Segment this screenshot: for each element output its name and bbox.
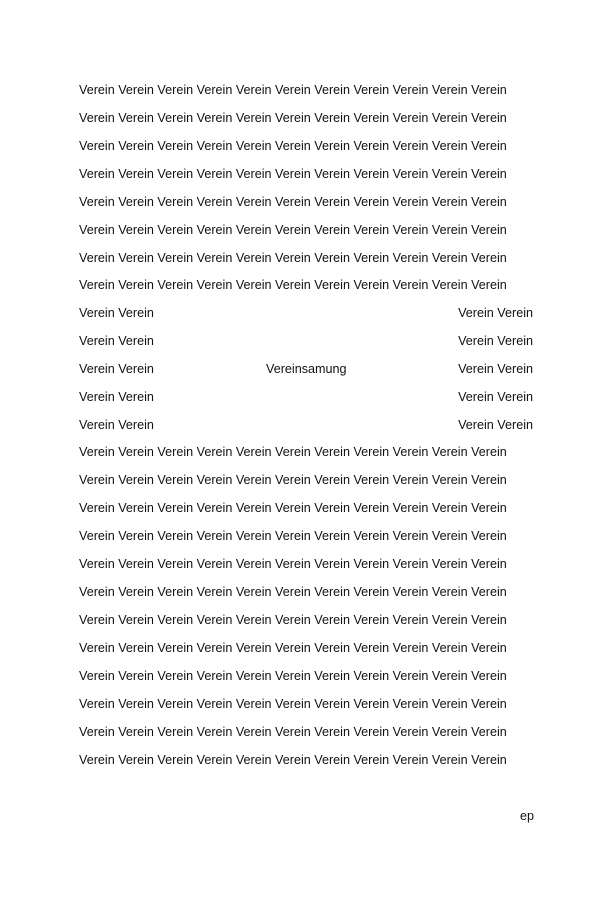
poem-line: Verein Verein Verein Verein Verein Verein Verein Verein Verein Verein Verein — [79, 529, 507, 543]
poem-line: Verein Verein Verein Verein Verein Verein Verein Verein Verein Verein Verein — [79, 278, 507, 292]
poem-line: Verein Verein Verein Verein Verein Verein Verein Verein Verein Verein Verein — [79, 613, 507, 627]
poem-line: Verein Verein Verein Verein Verein Verein Verein Verein Verein Verein Verein — [79, 139, 507, 153]
poem-line-left: Verein Verein — [79, 362, 154, 376]
poem-line: Verein Verein Verein Verein Verein Verein Verein Verein Verein Verein Verein — [79, 585, 507, 599]
poem-line-left: Verein Verein — [79, 334, 154, 348]
poem-line: Verein Verein Verein Verein Verein Verein Verein Verein Verein Verein Verein — [79, 725, 507, 739]
poem-line: Verein Verein Verein Verein Verein Verein Verein Verein Verein Verein Verein — [79, 111, 507, 125]
poem-line: Verein Verein Verein Verein Verein Verein Verein Verein Verein Verein Verein — [79, 445, 507, 459]
center-word: Vereinsamung — [266, 362, 347, 376]
poem-line-right: Verein Verein — [458, 362, 533, 376]
poem-line: Verein Verein Verein Verein Verein Verein Verein Verein Verein Verein Verein — [79, 501, 507, 515]
poem-line: Verein Verein Verein Verein Verein Verein Verein Verein Verein Verein Verein — [79, 753, 507, 767]
poem-line: Verein Verein Verein Verein Verein Verein Verein Verein Verein Verein Verein — [79, 83, 507, 97]
poem-line: Verein Verein Verein Verein Verein Verein Verein Verein Verein Verein Verein — [79, 473, 507, 487]
poem-line: Verein Verein Verein Verein Verein Verein Verein Verein Verein Verein Verein — [79, 251, 507, 265]
poem-line: Verein Verein Verein Verein Verein Verein Verein Verein Verein Verein Verein — [79, 223, 507, 237]
poem-line: Verein Verein Verein Verein Verein Verein Verein Verein Verein Verein Verein — [79, 641, 507, 655]
poem-line-right: Verein Verein — [458, 390, 533, 404]
poem-line-left: Verein Verein — [79, 306, 154, 320]
poem-line: Verein Verein Verein Verein Verein Verein Verein Verein Verein Verein Verein — [79, 167, 507, 181]
poem-line-right: Verein Verein — [458, 306, 533, 320]
poem-line-left: Verein Verein — [79, 418, 154, 432]
poem-line: Verein Verein Verein Verein Verein Verein Verein Verein Verein Verein Verein — [79, 669, 507, 683]
poem-line: Verein Verein Verein Verein Verein Verein Verein Verein Verein Verein Verein — [79, 557, 507, 571]
author-signature: ep — [520, 809, 535, 823]
poem-line: Verein Verein Verein Verein Verein Verein Verein Verein Verein Verein Verein — [79, 195, 507, 209]
poem-line-right: Verein Verein — [458, 334, 533, 348]
poem-line: Verein Verein Verein Verein Verein Verein Verein Verein Verein Verein Verein — [79, 697, 507, 711]
poem-line-left: Verein Verein — [79, 390, 154, 404]
poem-line-right: Verein Verein — [458, 418, 533, 432]
